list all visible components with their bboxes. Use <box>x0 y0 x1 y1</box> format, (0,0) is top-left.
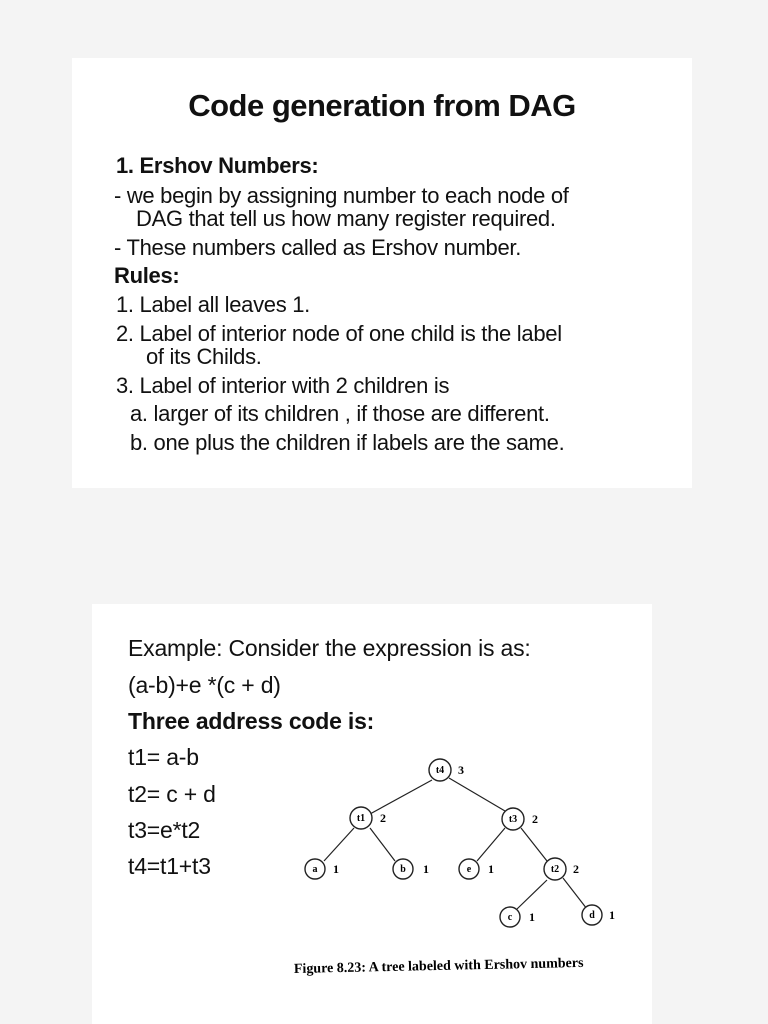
node-name: t1 <box>356 813 366 824</box>
ershov-label: 3 <box>458 763 464 777</box>
edge-t4-t3 <box>449 778 505 811</box>
ershov-label: 1 <box>423 862 429 876</box>
code-line: t1= a-b <box>128 744 199 770</box>
slide-example <box>92 604 652 1024</box>
rule-2-line-1: 2. Label of interior node of one child is the label <box>116 321 562 346</box>
bullet-1-line-1: - we begin by assigning number to each node of <box>114 183 569 208</box>
ershov-label: 1 <box>488 862 494 876</box>
rule-3b: b. one plus the children if labels are the same. <box>130 430 565 455</box>
example-line: Example: Consider the expression is as: <box>128 635 531 661</box>
node-t4 <box>429 759 464 781</box>
code-line: t4=t1+t3 <box>128 853 211 879</box>
rule-3: 3. Label of interior with 2 children is <box>116 373 450 398</box>
node-name: t3 <box>508 814 518 825</box>
ershov-label: 1 <box>333 862 339 876</box>
node-t2 <box>544 858 579 880</box>
expression: (a-b)+e *(c + d) <box>128 672 281 698</box>
node-name: b <box>400 864 406 875</box>
edge-t1-a <box>324 828 354 861</box>
ershov-label: 2 <box>532 812 538 826</box>
edge-t2-d <box>563 878 587 909</box>
node-name: t4 <box>435 765 445 776</box>
node-b <box>393 859 429 879</box>
rule-1: 1. Label all leaves 1. <box>116 292 310 317</box>
ershov-label: 2 <box>573 862 579 876</box>
node-a <box>305 859 339 879</box>
rule-2-line-2: of its Childs. <box>146 344 262 369</box>
node-t1 <box>350 807 386 829</box>
node-e <box>459 859 494 879</box>
rule-3a: a. larger of its children , if those are different. <box>130 401 550 426</box>
edge-t1-b <box>370 828 395 861</box>
ershov-label: 1 <box>529 910 535 924</box>
bullet-1-line-2: DAG that tell us how many register required. <box>136 206 556 231</box>
code-line: t3=e*t2 <box>128 817 201 843</box>
ershov-tree-figure <box>92 604 652 1024</box>
edge-t2-c <box>517 880 547 909</box>
ershov-label: 2 <box>380 811 386 825</box>
node-t3 <box>502 808 538 830</box>
code-line: t2= c + d <box>128 781 216 807</box>
tac-heading: Three address code is: <box>128 708 375 734</box>
rules-heading: Rules: <box>114 263 180 288</box>
slide-ershov-rules <box>72 58 692 488</box>
tree-edges <box>324 778 587 909</box>
ershov-label: 1 <box>609 908 615 922</box>
section-heading: 1. Ershov Numbers: <box>116 153 319 178</box>
slide-title: Code generation from DAG <box>188 88 576 123</box>
figure-caption: Figure 8.23: A tree labeled with Ershov numbers <box>293 955 584 977</box>
edge-t4-t1 <box>370 780 432 814</box>
bullet-2: - These numbers called as Ershov number. <box>114 235 522 260</box>
node-name: e <box>466 864 472 875</box>
node-name: a <box>312 864 318 875</box>
edge-t3-e <box>477 828 505 861</box>
node-name: c <box>507 912 513 923</box>
node-name: d <box>589 910 595 921</box>
node-c <box>500 907 535 927</box>
edge-t3-t2 <box>521 828 547 861</box>
node-d <box>582 905 615 925</box>
node-name: t2 <box>550 864 560 875</box>
